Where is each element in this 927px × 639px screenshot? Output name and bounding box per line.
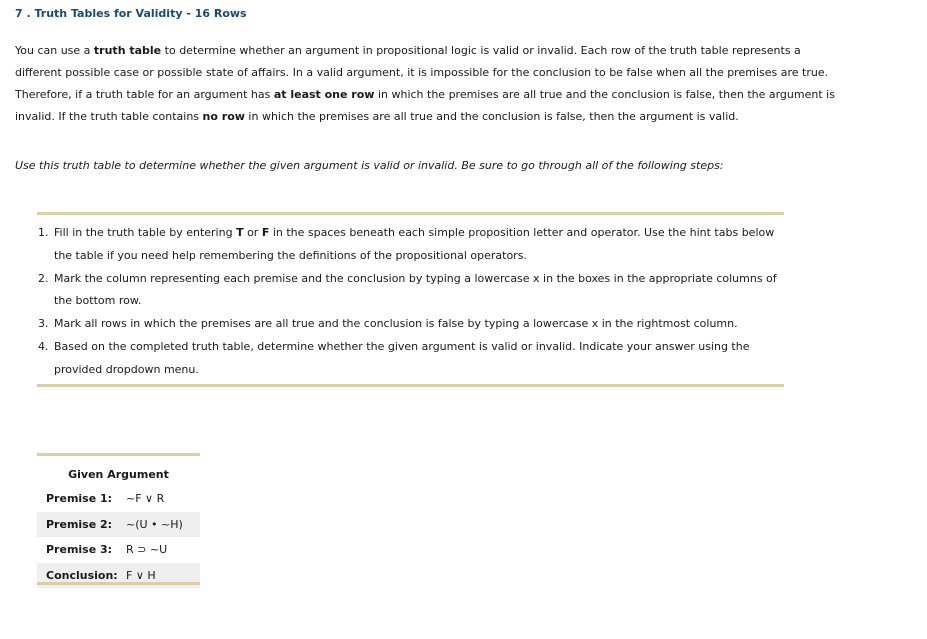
step-1-bold-t: T [236, 226, 244, 239]
steps-bottom-rule [37, 384, 784, 387]
argument-formula: ~(U • ~H) [125, 512, 200, 538]
argument-row-premise-2 [37, 512, 200, 538]
step-1-text-b: in the spaces beneath each simple proposition letter and operator. Use the hint tabs below the table if you need help remembering the definitions of the propositional operators. [54, 226, 775, 262]
step-1 [16, 222, 786, 267]
argument-formula: F ∨ H [125, 563, 200, 589]
intro-text-1: You can use a [15, 44, 94, 57]
argument-label: Premise 2: [37, 512, 125, 538]
given-argument-table [37, 462, 200, 588]
step-1-text-a: Fill in the truth table by entering [54, 226, 237, 239]
intro-bold-at-least-one-row: at least one row [273, 88, 375, 101]
step-2 [16, 268, 786, 313]
intro-bold-no-row: no row [202, 110, 245, 123]
instruction-text: Use this truth table to determine whether the given argument is valid or invalid. Be sure to go through all of the following steps: [15, 159, 724, 172]
argument-row-premise-3 [37, 537, 200, 563]
intro-text-2: to determine whether an argument in propositional logic is valid or invalid. Each row of the truth table represents a different possible case or possible state of affairs. In a valid argument, it is impossible for the conclusion to be false when all the premises are true. Therefore, if a truth table for an argument has [15, 44, 829, 101]
argument-label: Premise 3: [46, 543, 113, 557]
page-title: 7 . Truth Tables for Validity - 16 Rows [15, 7, 247, 20]
step-number: 4. [38, 340, 49, 353]
argument-row-premise-1 [37, 486, 200, 512]
argument-formula: R ⊃ ~U [126, 543, 168, 557]
argument-label: Premise 1: [46, 492, 113, 506]
argument-label: Conclusion: [37, 563, 125, 589]
step-2-text: Mark the column representing each premise and the conclusion by typing a lowercase x in the boxes in the appropriate columns of the bottom row. [54, 271, 777, 307]
intro-text-4: in which the premises are all true and the conclusion is false, then the argument is valid. [244, 110, 739, 123]
argument-heading-row [37, 462, 200, 486]
argument-heading: Given Argument [68, 467, 169, 481]
step-number: 1. [38, 226, 49, 239]
step-1-bold-f: F [261, 226, 270, 239]
step-3-text: Mark all rows in which the premises are all true and the conclusion is false by typing a lowercase x in the rightmost column. [54, 317, 738, 330]
intro-text-3: in which the premises are all true and the conclusion is false, then the argument is invalid. If the truth table contains [15, 88, 835, 123]
step-3 [16, 313, 786, 336]
steps-list [16, 222, 786, 382]
argument-top-rule [37, 453, 200, 456]
intro-bold-truth-table: truth table [93, 44, 162, 57]
step-number: 2. [38, 271, 49, 285]
step-number: 3. [38, 317, 49, 330]
argument-formula: ~F ∨ R [126, 492, 165, 506]
intro-paragraph [15, 40, 845, 128]
step-4-text: Based on the completed truth table, determine whether the given argument is valid or invalid. Indicate your answer using the provided dropdown menu. [54, 340, 750, 376]
step-4 [16, 336, 786, 381]
argument-bottom-rule [37, 582, 200, 585]
step-1-text-or: or [243, 226, 262, 239]
steps-top-rule [37, 212, 784, 215]
